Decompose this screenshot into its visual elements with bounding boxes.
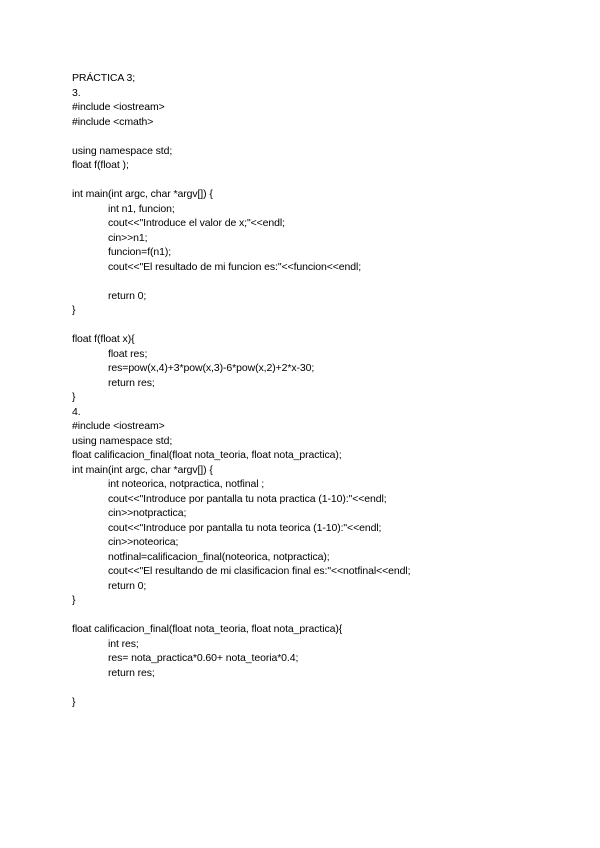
code-line: res=pow(x,4)+3*pow(x,3)-6*pow(x,2)+2*x-30; xyxy=(108,362,315,374)
code-line: int main(int argc, char *argv[]) { xyxy=(72,188,213,200)
code-line: res= nota_practica*0.60+ nota_teoria*0.4; xyxy=(108,652,299,664)
code-line: cin>>n1; xyxy=(108,231,148,244)
blank-line xyxy=(72,129,572,144)
code-line: float res; xyxy=(108,347,148,360)
code-line: } xyxy=(72,594,76,606)
blank-line xyxy=(72,274,572,289)
code-line: cout<<"Introduce por pantalla tu nota practica (1-10):"<<endl; xyxy=(108,492,387,505)
blank-line xyxy=(72,318,572,333)
code-line: 3. xyxy=(72,86,81,99)
code-line: int res; xyxy=(108,637,139,650)
code-line: } xyxy=(72,695,76,708)
code-line: return 0; xyxy=(108,579,147,592)
code-line: funcion=f(n1); xyxy=(108,246,172,258)
code-line: cout<<"Introduce el valor de x;"<<endl; xyxy=(108,217,285,229)
code-line: cin>>notpractica; xyxy=(108,507,187,519)
code-line: float calificacion_final(float nota_teoria, float nota_practica); xyxy=(72,449,342,461)
code-line: cout<<"El resultando de mi clasificacion final es:"<<notfinal<<endl; xyxy=(108,565,411,577)
code-line: } xyxy=(72,304,76,316)
blank-line xyxy=(72,173,572,188)
code-line: using namespace std; xyxy=(72,434,173,447)
code-line: return res; xyxy=(108,666,155,679)
code-line: #include <iostream> xyxy=(72,101,165,113)
code-line: notfinal=calificacion_final(noteorica, notpractica); xyxy=(108,550,330,563)
blank-line xyxy=(72,680,572,695)
code-line: cout<<"Introduce por pantalla tu nota teorica (1-10):"<<endl; xyxy=(108,521,382,534)
code-line: int noteorica, notpractica, notfinal ; xyxy=(108,478,265,490)
code-line: PRÁCTICA 3; xyxy=(72,72,136,84)
code-line: #include <cmath> xyxy=(72,115,154,128)
code-line: cin>>noteorica; xyxy=(108,536,179,548)
document-body xyxy=(72,71,572,709)
code-line: return res; xyxy=(108,376,155,389)
code-line: int main(int argc, char *argv[]) { xyxy=(72,463,213,476)
code-line: return 0; xyxy=(108,289,147,302)
code-line: cout<<"El resultado de mi funcion es:"<<funcion<<endl; xyxy=(108,260,362,273)
code-line: float f(float ); xyxy=(72,159,129,171)
blank-line xyxy=(72,608,572,623)
code-line: } xyxy=(72,391,76,403)
code-line: float calificacion_final(float nota_teoria, float nota_practica){ xyxy=(72,623,343,635)
code-line: #include <iostream> xyxy=(72,420,165,432)
code-line: using namespace std; xyxy=(72,144,173,157)
code-line: float f(float x){ xyxy=(72,333,135,345)
code-line: 4. xyxy=(72,405,81,418)
code-line: int n1, funcion; xyxy=(108,202,175,215)
